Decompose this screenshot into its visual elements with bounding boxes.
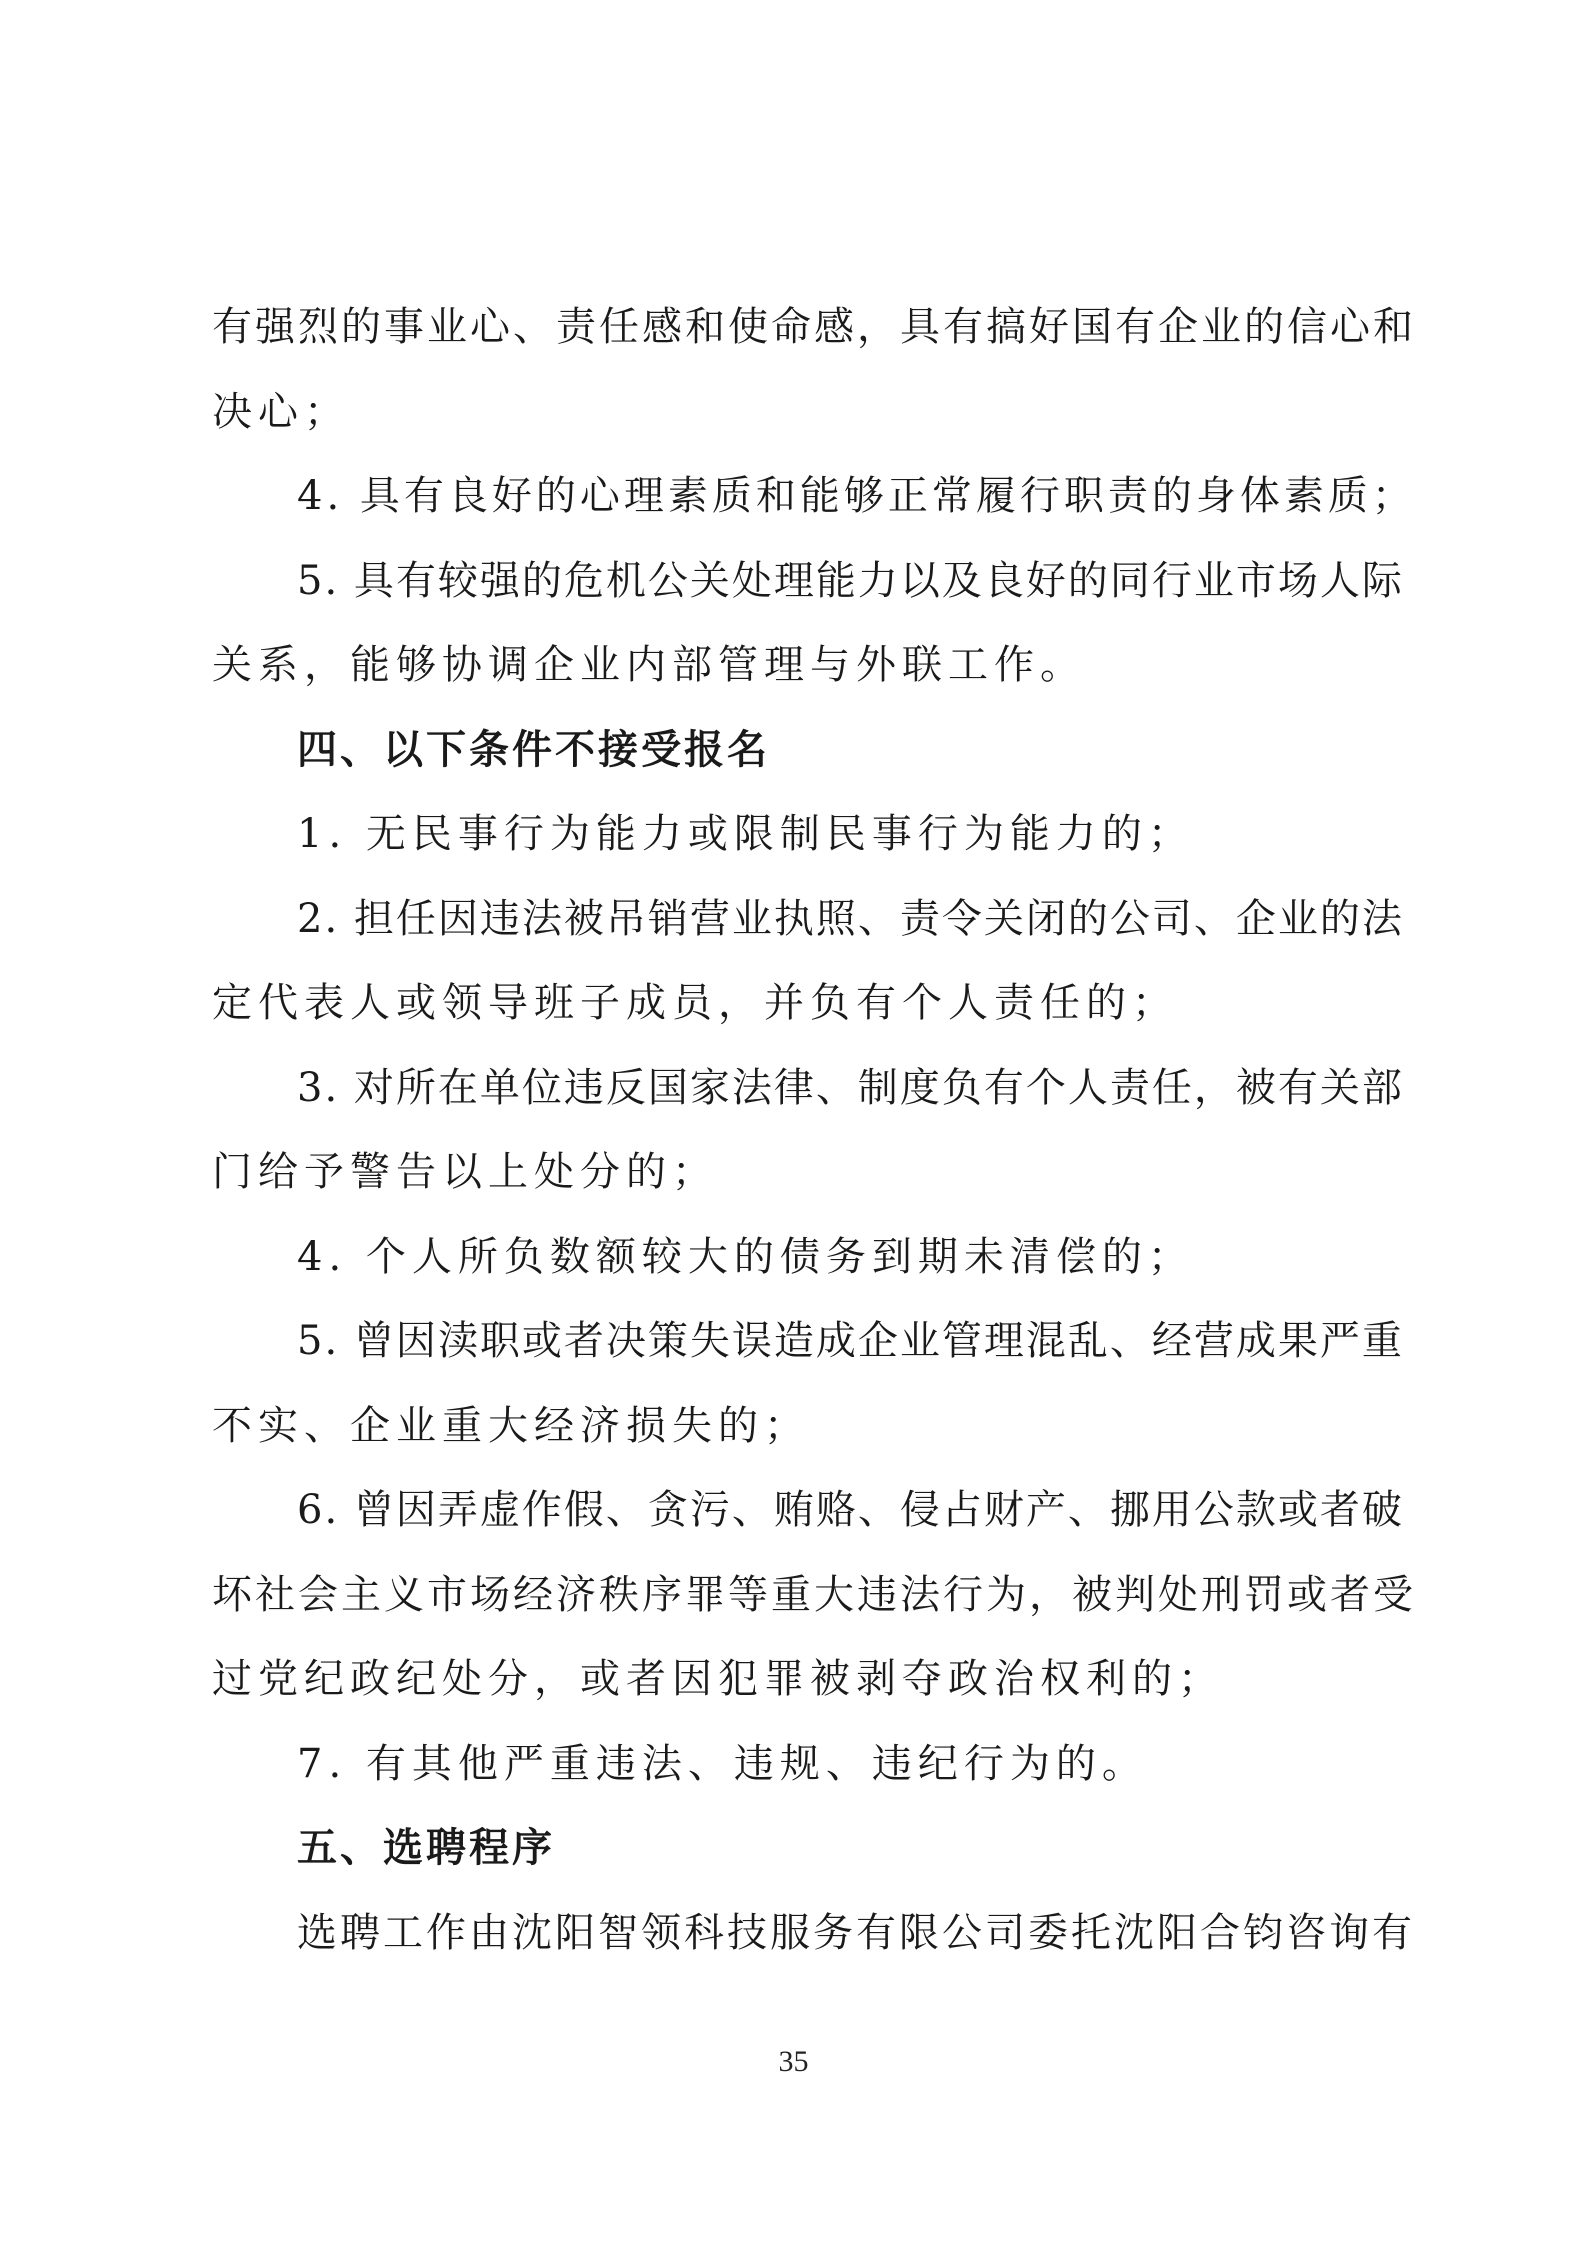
text-line: 3. 对所在单位违反国家法律、制度负有个人责任，被有关部 <box>297 1064 1404 1111</box>
section-heading: 四、以下条件不接受报名 <box>297 726 770 773</box>
text-line: 关系，能够协调企业内部管理与外联工作。 <box>212 642 1086 688</box>
page-number: 35 <box>778 2045 809 2078</box>
text-line: 2. 担任因违法被吊销营业执照、责令关闭的公司、企业的法 <box>297 895 1404 942</box>
text-line: 5. 曾因渎职或者决策失误造成企业管理混乱、经营成果严重 <box>297 1318 1404 1364</box>
text-line: 5. 具有较强的危机公关处理能力以及良好的同行业市场人际 <box>297 557 1404 604</box>
text-line: 6. 曾因弄虚作假、贪污、贿赂、侵占财产、挪用公款或者破 <box>297 1487 1404 1533</box>
text-line: 选聘工作由沈阳智领科技服务有限公司委托沈阳合钧咨询有 <box>297 1909 1415 1956</box>
text-line: 有强烈的事业心、责任感和使命感，具有搞好国有企业的信心和 <box>212 304 1416 350</box>
text-line: 坏社会主义市场经济秩序罪等重大违法行为，被判处刑罚或者受 <box>212 1571 1416 1618</box>
text-line: 门给予警告以上处分的； <box>212 1149 718 1195</box>
text-line: 定代表人或领导班子成员，并负有个人责任的； <box>212 980 1178 1026</box>
text-line: 不实、企业重大经济损失的； <box>212 1402 810 1449</box>
text-line: 4. 个人所负数额较大的债务到期未清偿的； <box>297 1233 1194 1280</box>
text-line: 过党纪政纪处分，或者因犯罪被剥夺政治权利的； <box>212 1656 1224 1702</box>
text-line: 1. 无民事行为能力或限制民事行为能力的； <box>297 811 1194 857</box>
document-body <box>212 285 1416 1975</box>
section-heading: 五、选聘程序 <box>297 1825 555 1871</box>
text-line: 决心； <box>212 388 350 435</box>
text-line: 4. 具有良好的心理素质和能够正常履行职责的身体素质； <box>297 473 1416 519</box>
text-line: 7. 有其他严重违法、违规、违纪行为的。 <box>297 1740 1148 1787</box>
